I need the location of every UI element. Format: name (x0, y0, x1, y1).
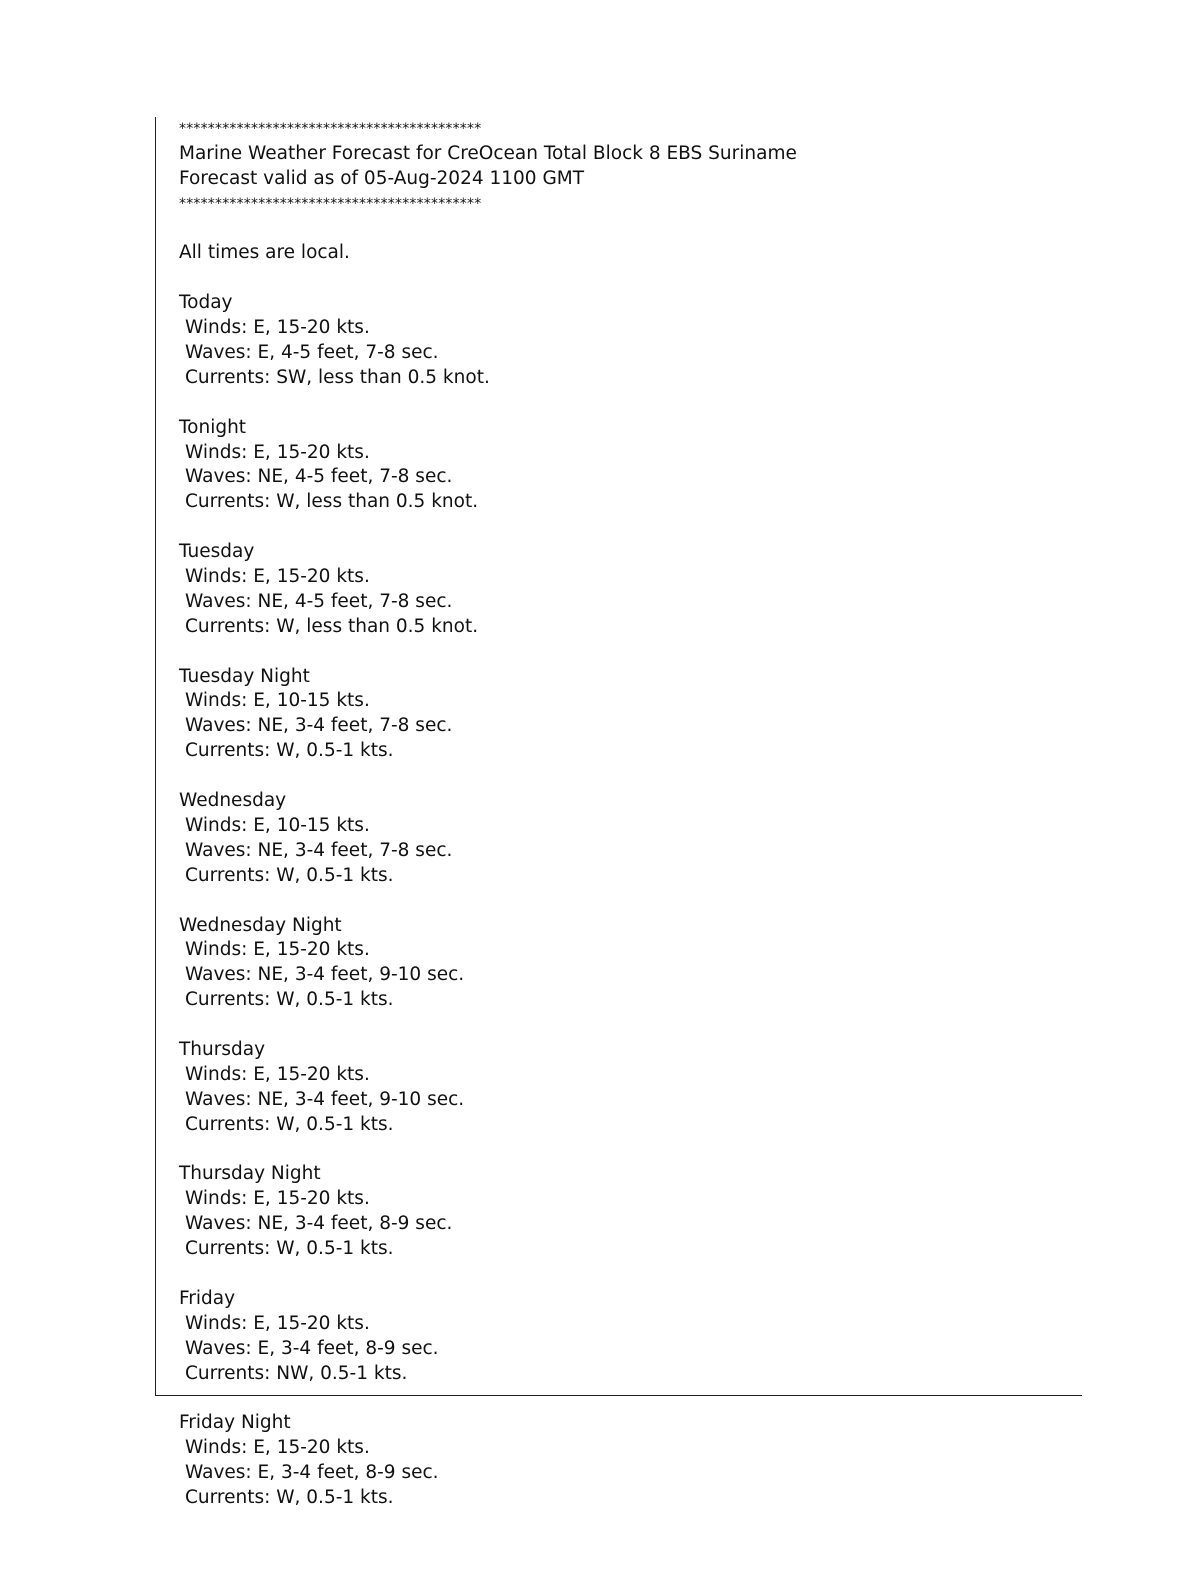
spacer (179, 1138, 1079, 1163)
period-name: Tonight (179, 416, 247, 438)
forecast-valid-time: Forecast valid as of 05-Aug-2024 1100 GMT (179, 167, 585, 189)
period-currents: Currents: W, 0.5-1 kts. (185, 1486, 394, 1508)
period-winds: Winds: E, 10-15 kts. (185, 690, 370, 712)
period-winds: Winds: E, 10-15 kts. (185, 814, 370, 836)
period-waves: Waves: NE, 4-5 feet, 7-8 sec. (185, 590, 453, 612)
spacer (179, 1013, 1079, 1038)
spacer (179, 1262, 1079, 1287)
period-winds: Winds: E, 15-20 kts. (185, 1188, 370, 1210)
period-name: Thursday (179, 1038, 266, 1060)
header-stars-bottom: ****************************************** (179, 195, 482, 212)
period-waves: Waves: NE, 3-4 feet, 9-10 sec. (185, 1088, 465, 1110)
period-waves: Waves: NE, 3-4 feet, 7-8 sec. (185, 715, 453, 737)
period-winds: Winds: E, 15-20 kts. (185, 939, 370, 961)
period-waves: Waves: E, 3-4 feet, 8-9 sec. (185, 1462, 439, 1484)
period-waves: Waves: E, 3-4 feet, 8-9 sec. (185, 1337, 439, 1359)
period-name: Tuesday (179, 541, 255, 563)
spacer (179, 889, 1079, 914)
time-note: All times are local. (179, 242, 350, 264)
period-winds: Winds: E, 15-20 kts. (185, 566, 370, 588)
forecast-period-8 (179, 1262, 1079, 1386)
forecast-period-1 (179, 391, 1079, 515)
forecast-period-7 (179, 1138, 1079, 1262)
header-stars-top: ****************************************** (179, 121, 482, 137)
period-winds: Winds: E, 15-20 kts. (185, 317, 370, 339)
period-currents: Currents: W, 0.5-1 kts. (185, 1113, 394, 1135)
forecast-period-4 (179, 764, 1079, 888)
period-waves: Waves: E, 4-5 feet, 7-8 sec. (185, 342, 439, 364)
forecast-period-5 (179, 889, 1079, 1013)
period-waves: Waves: NE, 4-5 feet, 7-8 sec. (185, 466, 453, 488)
period-winds: Winds: E, 15-20 kts. (185, 441, 370, 463)
period-currents: Currents: W, less than 0.5 knot. (185, 615, 479, 637)
period-name: Thursday Night (179, 1163, 321, 1185)
forecast-period-3 (179, 640, 1079, 764)
spacer (179, 266, 1079, 291)
spacer (179, 764, 1079, 789)
period-name: Tuesday Night (179, 665, 310, 687)
forecast-period-9 (179, 1386, 1079, 1510)
spacer (179, 391, 1079, 416)
forecast-period-6 (179, 1013, 1079, 1137)
spacer (179, 640, 1079, 665)
period-name: Wednesday Night (179, 914, 342, 936)
period-currents: Currents: W, 0.5-1 kts. (185, 989, 394, 1011)
frame-left-border (155, 117, 156, 1396)
period-currents: Currents: W, 0.5-1 kts. (185, 1238, 394, 1260)
period-waves: Waves: NE, 3-4 feet, 8-9 sec. (185, 1213, 453, 1235)
period-currents: Currents: W, less than 0.5 knot. (185, 491, 479, 513)
forecast-period-0 (179, 266, 1079, 390)
period-winds: Winds: E, 15-20 kts. (185, 1437, 370, 1459)
period-name: Wednesday (179, 790, 287, 812)
spacer (179, 217, 1079, 242)
forecast-text (179, 117, 1079, 1511)
period-waves: Waves: NE, 3-4 feet, 9-10 sec. (185, 964, 465, 986)
spacer (179, 515, 1079, 540)
period-name: Friday (179, 1287, 236, 1309)
period-currents: Currents: W, 0.5-1 kts. (185, 740, 394, 762)
period-winds: Winds: E, 15-20 kts. (185, 1063, 370, 1085)
period-waves: Waves: NE, 3-4 feet, 7-8 sec. (185, 839, 453, 861)
spacer (179, 1386, 1079, 1411)
period-name: Today (179, 292, 233, 314)
forecast-period-2 (179, 515, 1079, 639)
forecast-title: Marine Weather Forecast for CreOcean Total Block 8 EBS Suriname (179, 142, 797, 164)
period-currents: Currents: SW, less than 0.5 knot. (185, 366, 490, 388)
period-currents: Currents: NW, 0.5-1 kts. (185, 1362, 408, 1384)
period-name: Friday Night (179, 1412, 291, 1434)
forecast-periods (179, 266, 1079, 1511)
period-currents: Currents: W, 0.5-1 kts. (185, 864, 394, 886)
period-winds: Winds: E, 15-20 kts. (185, 1312, 370, 1334)
